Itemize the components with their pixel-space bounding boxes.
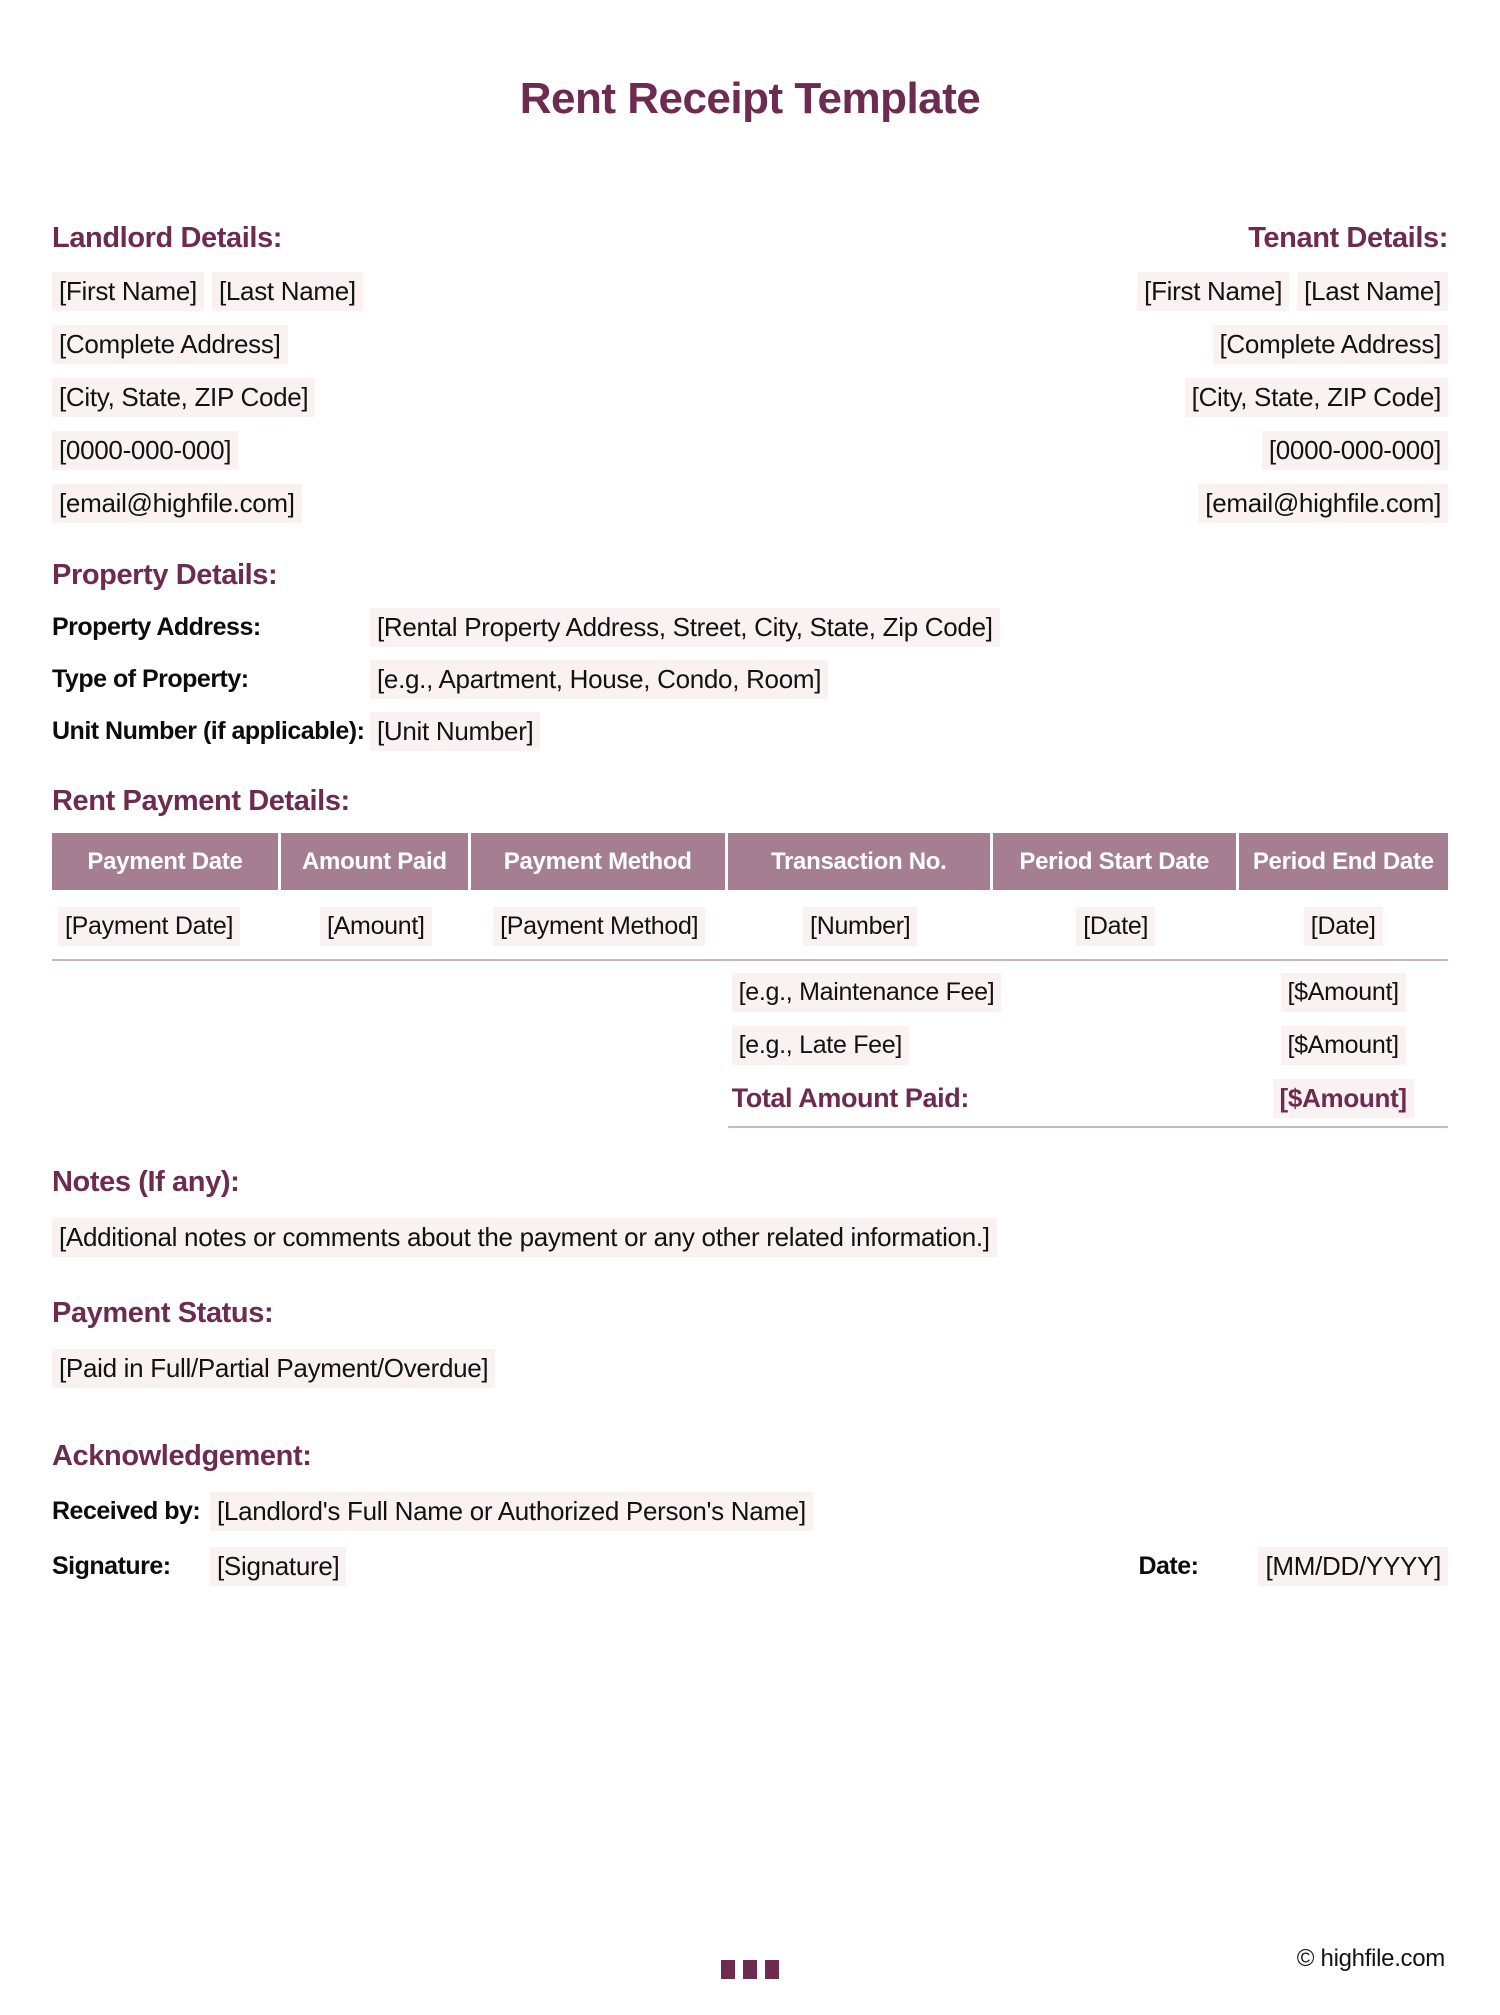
tenant-name-line	[1137, 272, 1448, 311]
total-amount-label: Total Amount Paid:	[731, 1083, 969, 1113]
header-payment-method: Payment Method	[471, 833, 728, 890]
late-fee-amount-cell	[1238, 1014, 1448, 1067]
header-payment-date: Payment Date	[52, 833, 281, 890]
rent-table-header-row	[52, 833, 1448, 890]
landlord-city-field[interactable]: [City, State, ZIP Code]	[52, 378, 315, 417]
period-end-field[interactable]: [Date]	[1304, 907, 1383, 946]
tenant-first-name-field[interactable]: [First Name]	[1137, 272, 1289, 311]
rent-table-data-row	[52, 890, 1448, 961]
tenant-city-field[interactable]: [City, State, ZIP Code]	[1185, 378, 1448, 417]
landlord-heading: Landlord Details:	[52, 222, 283, 254]
unit-number-field[interactable]: [Unit Number]	[370, 712, 540, 751]
landlord-details-block	[52, 218, 363, 523]
landlord-last-name-field[interactable]: [Last Name]	[212, 272, 363, 311]
tenant-phone-line	[1262, 431, 1448, 470]
period-start-field[interactable]: [Date]	[1076, 907, 1155, 946]
tenant-email-field[interactable]: [email@highfile.com]	[1198, 484, 1448, 523]
unit-number-label: Unit Number (if applicable):	[52, 717, 365, 745]
tenant-email-line	[1198, 484, 1448, 523]
payment-status-heading: Payment Status:	[52, 1297, 274, 1329]
notes-section	[52, 1162, 1448, 1257]
header-period-end: Period End Date	[1252, 848, 1434, 875]
cell-payment-date	[52, 890, 281, 961]
landlord-address-line	[52, 325, 363, 364]
parties-details-section	[52, 218, 1448, 523]
date-label: Date:	[1138, 1552, 1199, 1580]
total-amount-row	[728, 1067, 1448, 1120]
property-type-label: Type of Property:	[52, 665, 249, 693]
amount-field[interactable]: [Amount]	[320, 907, 432, 946]
late-fee-label-field[interactable]: [e.g., Late Fee]	[732, 1026, 909, 1065]
payment-status-field[interactable]: [Paid in Full/Partial Payment/Overdue]	[52, 1349, 495, 1388]
landlord-first-name-field[interactable]: [First Name]	[52, 272, 204, 311]
notes-line	[52, 1218, 1448, 1257]
additional-fees-block	[728, 961, 1448, 1128]
footer-square-icon	[721, 1960, 735, 1979]
landlord-email-field[interactable]: [email@highfile.com]	[52, 484, 302, 523]
payment-method-field[interactable]: [Payment Method]	[493, 907, 705, 946]
landlord-name-line	[52, 272, 363, 311]
property-heading: Property Details:	[52, 559, 278, 591]
property-type-row	[52, 660, 1448, 699]
received-by-row	[52, 1492, 1448, 1531]
header-amount-paid: Amount Paid	[281, 833, 471, 890]
payment-date-field[interactable]: [Payment Date]	[58, 907, 240, 946]
tenant-address-line	[1213, 325, 1449, 364]
late-fee-amount-field[interactable]: [$Amount]	[1281, 1026, 1406, 1065]
rent-payment-heading: Rent Payment Details:	[52, 785, 350, 817]
signature-label: Signature:	[52, 1552, 171, 1580]
date-field[interactable]: [MM/DD/YYYY]	[1258, 1547, 1448, 1586]
maintenance-fee-label-cell	[728, 961, 1239, 1014]
landlord-phone-line	[52, 431, 363, 470]
unit-number-row	[52, 712, 1448, 751]
maintenance-fee-amount-field[interactable]: [$Amount]	[1281, 973, 1406, 1012]
rent-payment-section	[52, 781, 1448, 1128]
maintenance-fee-amount-cell	[1238, 961, 1448, 1014]
header-period-start: Period Start Date	[993, 833, 1239, 890]
total-amount-cell	[1238, 1067, 1448, 1120]
cell-transaction-no	[728, 890, 993, 961]
transaction-no-field[interactable]: [Number]	[803, 907, 917, 946]
signature-field[interactable]: [Signature]	[210, 1547, 346, 1586]
landlord-city-line	[52, 378, 363, 417]
total-amount-field[interactable]: [$Amount]	[1273, 1079, 1414, 1118]
footer-decoration-squares	[0, 1960, 1500, 1979]
payment-status-line	[52, 1349, 1448, 1388]
cell-amount	[281, 890, 471, 961]
rent-receipt-page	[0, 74, 1500, 2015]
footer-copyright: © highfile.com	[1296, 1945, 1445, 1972]
tenant-city-line	[1185, 378, 1448, 417]
cell-period-end	[1239, 890, 1448, 961]
payment-status-section	[52, 1293, 1448, 1388]
tenant-last-name-field[interactable]: [Last Name]	[1297, 272, 1448, 311]
signature-row	[52, 1547, 1448, 1586]
footer-square-icon	[743, 1960, 757, 1979]
maintenance-fee-row	[728, 961, 1448, 1014]
property-address-label: Property Address:	[52, 613, 261, 641]
property-type-field[interactable]: [e.g., Apartment, House, Condo, Room]	[370, 660, 828, 699]
tenant-details-block	[1137, 218, 1448, 523]
property-details-section	[52, 555, 1448, 751]
received-by-label: Received by:	[52, 1497, 201, 1525]
footer-square-icon	[765, 1960, 779, 1979]
rent-payment-table	[52, 833, 1448, 1128]
property-address-row	[52, 608, 1448, 647]
tenant-address-field[interactable]: [Complete Address]	[1213, 325, 1449, 364]
header-transaction-no: Transaction No.	[728, 833, 993, 890]
landlord-address-field[interactable]: [Complete Address]	[52, 325, 288, 364]
landlord-phone-field[interactable]: [0000-000-000]	[52, 431, 238, 470]
landlord-email-line	[52, 484, 363, 523]
cell-period-start	[993, 890, 1239, 961]
notes-field[interactable]: [Additional notes or comments about the payment or any other related information.]	[52, 1218, 997, 1257]
notes-heading: Notes (If any):	[52, 1166, 240, 1198]
maintenance-fee-label-field[interactable]: [e.g., Maintenance Fee]	[732, 973, 1002, 1012]
page-title: Rent Receipt Template	[519, 74, 981, 123]
acknowledgement-heading: Acknowledgement:	[52, 1440, 312, 1472]
tenant-phone-field[interactable]: [0000-000-000]	[1262, 431, 1448, 470]
late-fee-row	[728, 1014, 1448, 1067]
cell-payment-method	[471, 890, 728, 961]
received-by-field[interactable]: [Landlord's Full Name or Authorized Person's Name]	[210, 1492, 813, 1531]
property-address-field[interactable]: [Rental Property Address, Street, City, State, Zip Code]	[370, 608, 1000, 647]
late-fee-label-cell	[728, 1014, 1239, 1067]
tenant-heading: Tenant Details:	[1248, 222, 1448, 254]
acknowledgement-section	[52, 1436, 1448, 1586]
